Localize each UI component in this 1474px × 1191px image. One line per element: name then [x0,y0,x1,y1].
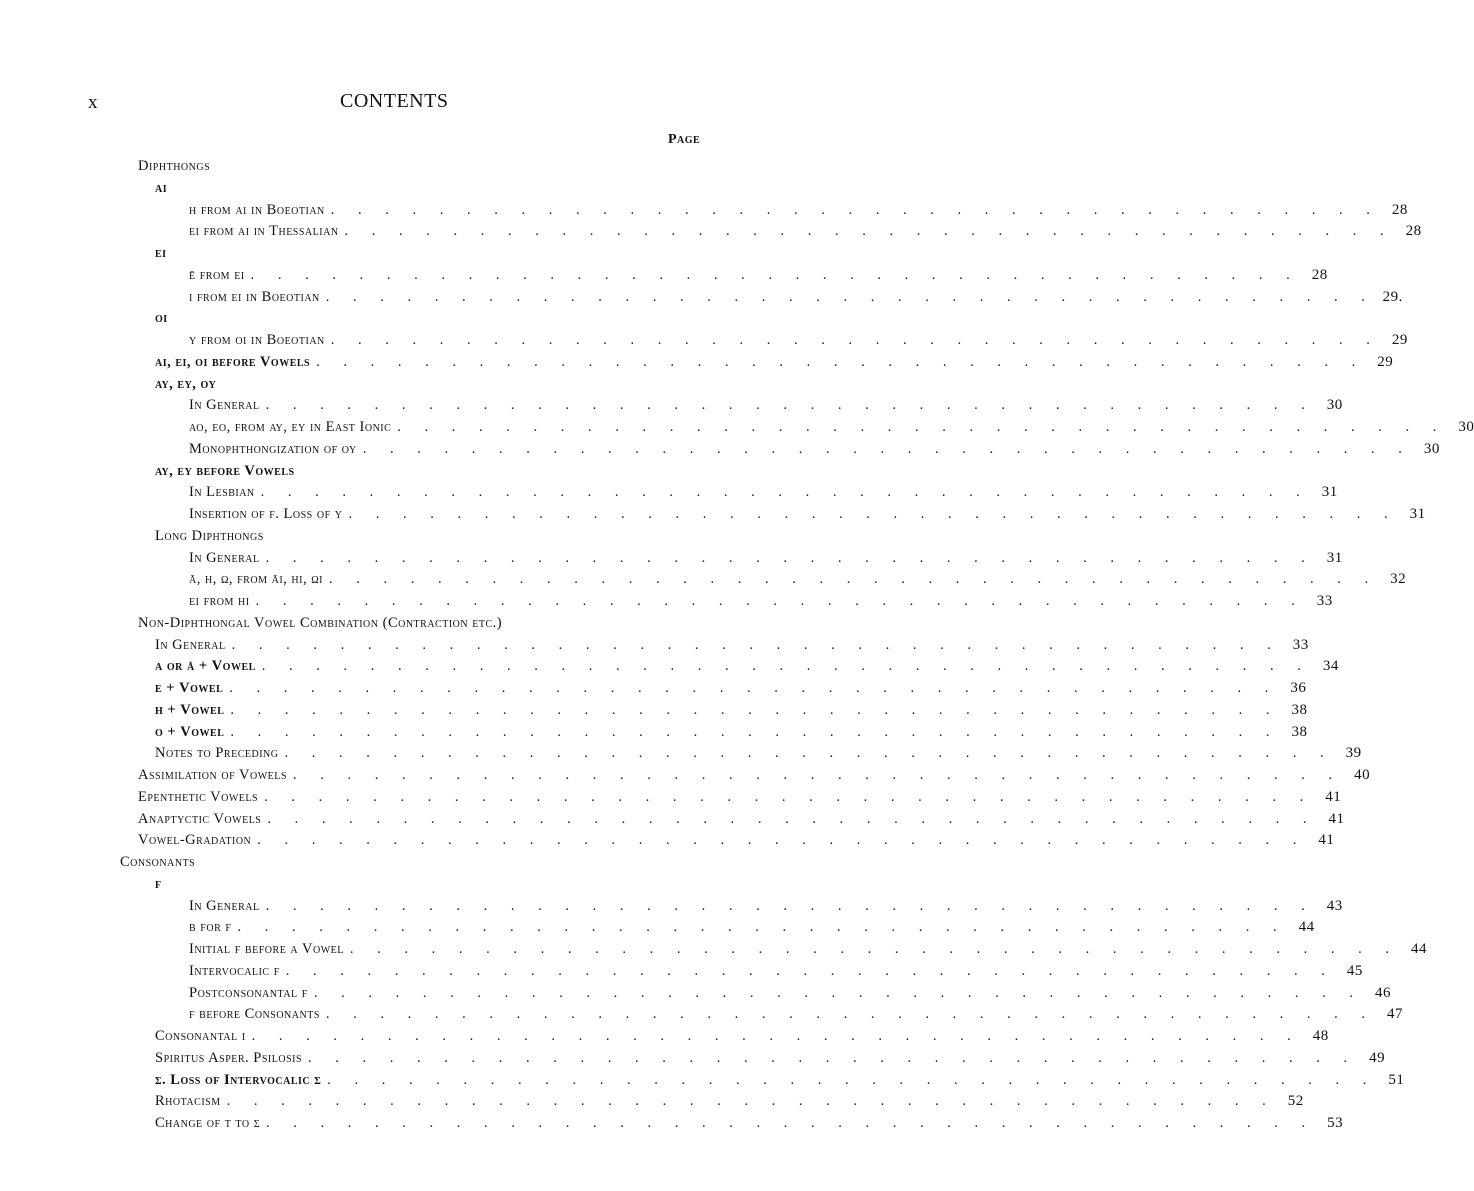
dot-leader: . . . . . . . . . . . . . . . . . . . . . . . . . . . . . . . . . . . . . . . [266,1115,1316,1131]
toc-entry-page: 43 [1326,897,1343,914]
toc-entry-label: Epenthetic Vowels [138,788,259,805]
toc-entry-page: 38 [1291,701,1308,718]
toc-entry-label: In General [189,397,260,414]
toc-entry-label: Diphthongs [138,158,211,174]
toc-entry[interactable] [155,310,712,332]
toc-entry-page: 29. [1382,288,1403,305]
toc-entry[interactable] [120,854,712,876]
toc-entry-label: In General [189,897,260,914]
toc-entry-page: 41 [1328,810,1345,827]
toc-entry-label: ο + Vowel [155,723,225,740]
toc-entry[interactable] [189,288,1403,311]
toc-entry[interactable] [189,571,1407,593]
toc-entry-label: Postconsonantal ϝ [189,984,308,1001]
dot-leader: . . . . . . . . . . . . . . . . . . . . . . . . . . . . . . . . . . . . . . . [397,419,1447,435]
dot-leader: . . . . . . . . . . . . . . . . . . . . . . . . . . . . . . . . . . . . . . . [230,701,1280,718]
toc-entry-label: Vowel-Gradation [138,832,252,849]
toc-entry-page: 48 [1312,1028,1329,1044]
dot-leader: . . . . . . . . . . . . . . . . . . . . . . . . . . . . . . . . . . . . . . . [237,919,1287,936]
toc-entry-page: 33 [1292,636,1309,653]
dot-leader: . . . . . . . . . . . . . . . . . . . . . . . . . . . . . . . . . . . . . . . [255,593,1305,609]
dot-leader: . . . . . . . . . . . . . . . . . . . . . . . . . . . . . . . . . . . . . . . [325,288,1375,305]
dot-leader: . . . . . . . . . . . . . . . . . . . . . . . . . . . . . . . . . . . . . . . [348,506,1398,522]
toc-entry-label: υ from οι in Boeotian [189,332,325,348]
toc-entry[interactable] [155,528,712,550]
toc-entry-page: 31 [1409,506,1426,522]
toc-entry[interactable] [138,615,712,637]
toc-entry[interactable] [155,1028,1329,1050]
toc-entry[interactable] [155,876,712,898]
toc-entry-label: In General [155,636,226,653]
page-column-header: Page [668,132,701,147]
dot-leader: . . . . . . . . . . . . . . . . . . . . . . . . . . . . . . . . . . . . . . . [264,788,1314,805]
toc-entry-label: Intervocalic ϝ [189,962,280,979]
toc-entry-page: 52 [1287,1093,1304,1110]
toc-entry-label: Consonants [120,854,196,870]
toc-entry-page: 41 [1318,832,1335,849]
dot-leader: . . . . . . . . . . . . . . . . . . . . . . . . . . . . . . . . . . . . . . . [344,223,1394,240]
toc-entry[interactable] [138,767,1371,789]
toc-entry-page: 30 [1326,397,1343,414]
toc-entry[interactable] [155,1071,1405,1094]
toc-entry[interactable] [155,701,1308,724]
dot-leader: . . . . . . . . . . . . . . . . . . . . . . . . . . . . . . . . . . . . . . . [285,962,1335,979]
toc-entry-page: 29 [1391,332,1408,348]
dot-leader: . . . . . . . . . . . . . . . . . . . . . . . . . . . . . . . . . . . . . . . [362,440,1412,457]
toc-entry-label: αο, εο, from αυ, ευ in East Ionic [189,419,392,435]
toc-entry-label: ει [155,245,167,261]
toc-entry[interactable] [189,549,1343,572]
dot-leader: . . . . . . . . . . . . . . . . . . . . . . . . . . . . . . . . . . . . . . . [313,984,1363,1001]
toc-entry[interactable] [155,353,1394,376]
toc-entry-label: ϝ [155,875,162,892]
toc-entry-page: 28 [1405,223,1422,240]
toc-entry-label: β for ϝ [189,919,232,936]
dot-leader: . . . . . . . . . . . . . . . . . . . . . . . . . . . . . . . . . . . . . . . [251,1028,1301,1044]
toc-entry-label: ει from ηι [189,593,250,609]
toc-entry[interactable] [138,158,712,180]
toc-entry[interactable] [189,223,1422,245]
dot-leader: . . . . . . . . . . . . . . . . . . . . . . . . . . . . . . . . . . . . . . . [330,201,1380,218]
toc-entry-label: Insertion of ϝ. Loss of υ [189,506,343,522]
toc-entry[interactable] [155,1049,1386,1072]
toc-entry-page: 28 [1311,266,1328,283]
toc-entry-label: η from αι in Boeotian [189,201,325,218]
toc-entry-page: 31 [1326,549,1343,566]
page-folio: x [88,92,98,113]
toc-entry[interactable] [189,506,1426,528]
toc-entry[interactable] [138,832,1335,854]
toc-entry[interactable] [155,745,1362,767]
toc-entry[interactable] [189,919,1315,941]
toc-entry-label: αι, ει, οι before Vowels [155,353,311,370]
toc-entry[interactable] [189,266,1328,289]
toc-entry-label: η + Vowel [155,701,225,718]
toc-entry-label: οι [155,310,168,327]
toc-entry-label: αυ, ευ before Vowels [155,462,295,479]
toc-entry-label: αυ, ευ, ου [155,375,217,392]
toc-entry-page: 33 [1316,593,1333,609]
toc-entry[interactable] [189,440,1440,463]
toc-entry-label: Spiritus Asper. Psilosis [155,1049,303,1066]
toc-entry[interactable] [155,245,712,267]
dot-leader: . . . . . . . . . . . . . . . . . . . . . . . . . . . . . . . . . . . . . . . [226,1093,1276,1110]
toc-entry-page: 40 [1354,767,1371,783]
toc-entry-page: 31 [1321,484,1338,501]
toc-entry-page: 39 [1345,745,1362,762]
toc-entry[interactable] [155,658,1339,680]
toc-entry-label: α or ᾱ + Vowel [155,658,256,675]
toc-entry-label: Non-Diphthongal Vowel Combination (Contraction etc.) [138,614,503,631]
dot-leader: . . . . . . . . . . . . . . . . . . . . . . . . . . . . . . . . . . . . . . . [349,941,1399,957]
toc-entry-label: ι from ει in Boeotian [189,288,320,305]
toc-entry-page: 30 [1458,419,1474,435]
toc-entry-label: Assimilation of Vowels [138,767,287,783]
toc-entry-label: In Lesbian [189,484,255,501]
toc-entry[interactable] [155,376,712,398]
dot-leader: . . . . . . . . . . . . . . . . . . . . . . . . . . . . . . . . . . . . . . . [230,723,1280,740]
dot-leader: . . . . . . . . . . . . . . . . . . . . . . . . . . . . . . . . . . . . . . . [265,397,1315,414]
page-title: CONTENTS [340,90,449,112]
toc-entry-page: 32 [1390,571,1407,588]
toc-entry-page: 36 [1290,680,1307,696]
toc-entry[interactable] [189,201,1408,224]
dot-leader: . . . . . . . . . . . . . . . . . . . . . . . . . . . . . . . . . . . . . . . [265,897,1315,914]
toc-entry[interactable] [189,897,1343,920]
toc-entry-page: 44 [1298,919,1315,936]
toc-entry-label: Consonantal ι [155,1028,246,1044]
toc-entry-label: σ. Loss of Intervocalic σ [155,1071,322,1088]
toc-entry[interactable] [155,680,1307,702]
toc-entry[interactable] [138,810,1345,833]
toc-entry-page: 44 [1410,941,1427,957]
dot-leader: . . . . . . . . . . . . . . . . . . . . . . . . . . . . . . . . . . . . . . . [260,484,1310,501]
dot-leader: . . . . . . . . . . . . . . . . . . . . . . . . . . . . . . . . . . . . . . . [229,680,1279,696]
dot-leader: . . . . . . . . . . . . . . . . . . . . . . . . . . . . . . . . . . . . . . . [250,266,1300,283]
toc-entry-label: ē from ει [189,266,245,283]
toc-entry-page: 45 [1346,962,1363,979]
toc-entry-page: 38 [1291,723,1308,740]
toc-entry[interactable] [189,984,1391,1007]
toc-entry-page: 41 [1325,788,1342,805]
dot-leader: . . . . . . . . . . . . . . . . . . . . . . . . . . . . . . . . . . . . . . . [327,1071,1377,1088]
dot-leader: . . . . . . . . . . . . . . . . . . . . . . . . . . . . . . . . . . . . . . . [308,1049,1358,1066]
dot-leader: . . . . . . . . . . . . . . . . . . . . . . . . . . . . . . . . . . . . . . . [267,810,1317,827]
dot-leader: . . . . . . . . . . . . . . . . . . . . . . . . . . . . . . . . . . . . . . . [257,832,1307,849]
toc-entry-page: 47 [1387,1006,1404,1023]
toc-entry-page: 30 [1423,440,1440,457]
toc-entry-label: Change of τ to σ [155,1115,261,1131]
toc-entry-label: Initial ϝ before a Vowel [189,941,344,957]
toc-entry-label: ϝ before Consonants [189,1006,320,1023]
toc-entry[interactable] [189,397,1343,419]
toc-entry-label: ε + Vowel [155,680,224,696]
toc-entry[interactable] [155,636,1309,659]
dot-leader: . . . . . . . . . . . . . . . . . . . . . . . . . . . . . . . . . . . . . . . [316,353,1366,370]
dot-leader: . . . . . . . . . . . . . . . . . . . . . . . . . . . . . . . . . . . . . . . [292,767,1343,783]
toc-entry-label: ᾱ, η, ω, from ᾱι, ηι, ωι [189,571,323,588]
toc-entry-page: 29 [1377,353,1394,370]
toc-entry[interactable] [189,1006,1404,1028]
toc-entry-label: Notes to Preceding [155,745,279,762]
toc-entry[interactable] [189,484,1338,506]
toc-entry[interactable] [189,419,1474,441]
toc-entry-label: In General [189,549,260,566]
toc-entry[interactable] [155,1115,1344,1137]
toc-entry-page: 46 [1374,984,1391,1001]
toc-entry-page: 53 [1327,1115,1344,1131]
toc-entry-label: Monophthongization of ου [189,440,357,457]
toc-entry[interactable] [189,941,1427,963]
dot-leader: . . . . . . . . . . . . . . . . . . . . . . . . . . . . . . . . . . . . . . . [330,332,1380,348]
dot-leader: . . . . . . . . . . . . . . . . . . . . . . . . . . . . . . . . . . . . . . . [328,571,1379,588]
dot-leader: . . . . . . . . . . . . . . . . . . . . . . . . . . . . . . . . . . . . . . . [265,549,1315,566]
dot-leader: . . . . . . . . . . . . . . . . . . . . . . . . . . . . . . . . . . . . . . . [284,745,1334,762]
toc-entry-page: 51 [1388,1071,1405,1088]
toc-entry[interactable] [155,723,1308,746]
toc-entry-label: Anaptyctic Vowels [138,810,262,827]
toc-entry-page: 34 [1322,658,1339,675]
toc-entry[interactable] [155,180,712,202]
toc-entry[interactable] [189,962,1363,985]
toc-entry[interactable] [189,332,1408,354]
dot-leader: . . . . . . . . . . . . . . . . . . . . . . . . . . . . . . . . . . . . . . . [261,658,1311,675]
toc-entry-label: αι [155,179,168,196]
toc-entry[interactable] [138,788,1342,811]
toc-entry-page: 49 [1369,1049,1386,1066]
toc-entry[interactable] [189,593,1333,615]
toc-entry-label: Long Diphthongs [155,527,264,544]
dot-leader: . . . . . . . . . . . . . . . . . . . . . . . . . . . . . . . . . . . . . . . [325,1006,1376,1023]
toc-entry[interactable] [155,463,712,485]
toc-entry-label: Rhotacism [155,1093,221,1110]
dot-leader: . . . . . . . . . . . . . . . . . . . . . . . . . . . . . . . . . . . . . . . [231,636,1281,653]
toc-entry-page: 28 [1391,201,1408,218]
toc-entry[interactable] [155,1093,1304,1115]
toc-entry-label: ει from αι in Thessalian [189,223,339,240]
